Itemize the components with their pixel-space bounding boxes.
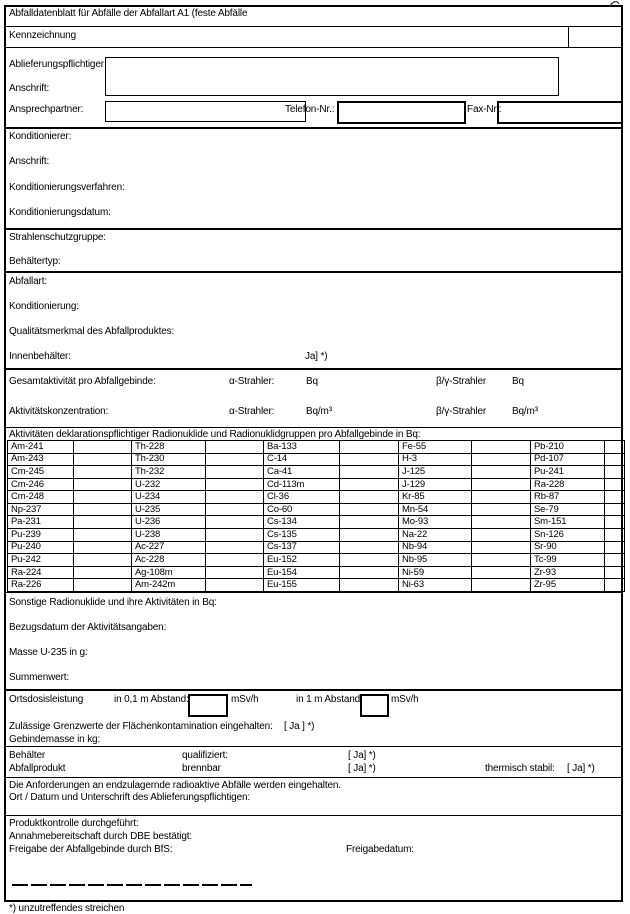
produktkontrolle-label: Produktkontrolle durchgeführt:: [9, 818, 139, 829]
page-title: Abfalldatenblatt für Abfälle der Abfallart A1 (feste Abfälle: [9, 8, 248, 19]
nuclide-activity-input[interactable]: [206, 503, 264, 516]
msvh-unit-label: mSv/h: [391, 694, 419, 705]
nuclide-label: Zr-95: [531, 579, 605, 592]
flaechenkontamination-label: Zulässige Grenzwerte der Flächenkontamination eingehalten:: [9, 721, 273, 732]
beta-gamma-strahler-label: β/γ-Strahler: [436, 406, 487, 417]
nuclide-activity-input[interactable]: [605, 579, 625, 592]
nuclide-table-row: [8, 566, 625, 579]
divider-kennzeichnung: [4, 47, 623, 48]
divider-aktivitaet: [4, 427, 623, 428]
nuclide-label: J-129: [399, 478, 472, 491]
nuclide-activity-input[interactable]: [340, 478, 399, 491]
divider-gebindemasse: [4, 746, 623, 747]
ablieferer-anschrift-label: Anschrift:: [9, 83, 50, 94]
msvh-unit-label: mSv/h: [231, 694, 259, 705]
nuclide-activity-input[interactable]: [206, 491, 264, 504]
telefon-input[interactable]: [337, 101, 466, 124]
nuclide-activity-input[interactable]: [472, 541, 531, 554]
nuclide-label: Nb-95: [399, 554, 472, 567]
nuclide-activity-input[interactable]: [206, 453, 264, 466]
alpha-strahler-label: α-Strahler:: [229, 406, 275, 417]
ablieferer-address-input[interactable]: [105, 57, 559, 96]
nuclide-activity-input[interactable]: [340, 453, 399, 466]
alpha-strahler-label: α-Strahler:: [229, 376, 275, 387]
nuclide-activity-input[interactable]: [74, 566, 132, 579]
nuclide-label: U-234: [132, 491, 206, 504]
nuclide-label: Ac-228: [132, 554, 206, 567]
nuclide-table-row: [8, 453, 625, 466]
nuclide-activity-input[interactable]: [74, 579, 132, 592]
nuclide-label: U-235: [132, 503, 206, 516]
nuclide-label: Sm-151: [531, 516, 605, 529]
divider-pruefung: [4, 777, 623, 778]
nuclide-label: Cs-134: [264, 516, 340, 529]
nuclide-table-row: [8, 579, 625, 592]
nuclide-activity-input[interactable]: [472, 503, 531, 516]
nuclide-activity-input[interactable]: [472, 579, 531, 592]
nuclide-label: Cm-246: [8, 478, 74, 491]
sonstige-radionuklide-label: Sonstige Radionuklide und ihre Aktivitäten in Bq:: [9, 597, 217, 608]
nuclide-activity-input[interactable]: [340, 566, 399, 579]
nuclide-table: [7, 440, 625, 592]
nuclide-activity-input[interactable]: [340, 503, 399, 516]
divider-sonstige: [4, 689, 623, 691]
ort-datum-unterschrift-label: Ort / Datum und Unterschrift des Ablieferungspflichtigen:: [9, 792, 251, 803]
bezugsdatum-label: Bezugsdatum der Aktivitätsangaben:: [9, 622, 167, 633]
innenbehaelter-label: Innenbehälter:: [9, 351, 71, 362]
nuclide-label: Rb-87: [531, 491, 605, 504]
nuclide-label: U-238: [132, 529, 206, 542]
nuclide-activity-input[interactable]: [206, 441, 264, 454]
nuclide-label: Ba-133: [264, 441, 340, 454]
fax-label: Fax-Nr.:: [467, 104, 502, 115]
nuclide-activity-input[interactable]: [605, 478, 625, 491]
divider-ablieferer: [4, 127, 623, 129]
konditionierungsdatum-label: Konditionierungsdatum:: [9, 207, 111, 218]
nuclide-activity-input[interactable]: [206, 466, 264, 479]
nuclide-label: Nb-94: [399, 541, 472, 554]
brennbar-ja[interactable]: [ Ja] *): [348, 763, 376, 774]
nuclide-activity-input[interactable]: [472, 453, 531, 466]
nuclide-label: Ra-224: [8, 566, 74, 579]
nuclide-activity-input[interactable]: [605, 466, 625, 479]
thermisch-stabil-label: thermisch stabil:: [485, 763, 555, 774]
nuclide-activity-input[interactable]: [472, 441, 531, 454]
qualitaetsmerkmal-label: Qualitätsmerkmal des Abfallproduktes:: [9, 326, 175, 337]
nuclide-table-row: [8, 503, 625, 516]
nuclide-activity-input[interactable]: [605, 541, 625, 554]
nuclide-label: Pu-242: [8, 554, 74, 567]
nuclide-activity-input[interactable]: [206, 529, 264, 542]
nuclide-label: Ag-108m: [132, 566, 206, 579]
nuclide-activity-input[interactable]: [605, 441, 625, 454]
konditionierer-anschrift-label: Anschrift:: [9, 156, 50, 167]
nuclide-activity-input[interactable]: [472, 491, 531, 504]
nuclide-label: J-125: [399, 466, 472, 479]
nuclide-label: Tc-99: [531, 554, 605, 567]
nuclide-activity-input[interactable]: [206, 478, 264, 491]
signature-line[interactable]: [12, 884, 252, 886]
nuclide-label: Cl-36: [264, 491, 340, 504]
nuclide-label: Sr-90: [531, 541, 605, 554]
aktivitaetskonzentration-label: Aktivitätskonzentration:: [9, 406, 109, 417]
nuclide-label: Ni-59: [399, 566, 472, 579]
nuclide-table-row: [8, 466, 625, 479]
nuclide-label: Th-232: [132, 466, 206, 479]
nuclide-activity-input[interactable]: [206, 579, 264, 592]
nuclide-activity-input[interactable]: [74, 441, 132, 454]
nuclide-label: Am-242m: [132, 579, 206, 592]
nuclide-table-row: [8, 441, 625, 454]
nuclide-activity-input[interactable]: [206, 516, 264, 529]
nuclide-activity-input[interactable]: [340, 541, 399, 554]
nuclide-activity-input[interactable]: [74, 554, 132, 567]
nuclide-label: Pb-210: [531, 441, 605, 454]
nuclide-label: Mo-93: [399, 516, 472, 529]
nuclide-label: Zr-93: [531, 566, 605, 579]
abstand-01m-label: in 0,1 m Abstand:: [114, 694, 189, 705]
abfallart-label: Abfallart:: [9, 276, 47, 287]
nuclide-label: Eu-154: [264, 566, 340, 579]
nuclide-activity-input[interactable]: [340, 579, 399, 592]
beta-gamma-strahler-label: β/γ-Strahler: [436, 376, 487, 387]
qualifiziert-ja[interactable]: [ Ja] *): [348, 750, 376, 761]
nuclide-table-row: [8, 541, 625, 554]
nuclide-table-row: [8, 554, 625, 567]
nuclide-activity-input[interactable]: [472, 478, 531, 491]
nuclide-label: Pu-239: [8, 529, 74, 542]
freigabedatum-label: Freigabedatum:: [346, 844, 414, 855]
bq-unit-label: Bq: [512, 376, 524, 387]
nuclide-activity-input[interactable]: [605, 503, 625, 516]
telefon-label: Telefon-Nr.:: [285, 104, 335, 115]
nuclide-activity-input[interactable]: [472, 566, 531, 579]
nuclide-activity-input[interactable]: [340, 554, 399, 567]
annahmebereitschaft-label: Annahmebereitschaft durch DBE bestätigt:: [9, 831, 192, 842]
nuclide-table-header: Aktivitäten deklarationspflichtiger Radionuklide und Radionuklidgruppen pro Abfallgebinde in Bq:: [9, 429, 421, 440]
summenwert-label: Summenwert:: [9, 672, 70, 683]
nuclide-label: Th-230: [132, 453, 206, 466]
nuclide-label: Cm-248: [8, 491, 74, 504]
nuclide-label: Eu-152: [264, 554, 340, 567]
anforderungen-label: Die Anforderungen an endzulagernde radioaktive Abfälle werden eingehalten.: [9, 780, 341, 791]
scan-artifact-mark: [608, 0, 622, 8]
nuclide-label: Fe-55: [399, 441, 472, 454]
bqm3-unit-label: Bq/m³: [306, 406, 332, 417]
nuclide-table-row: [8, 516, 625, 529]
divider-table-bottom: [4, 592, 623, 593]
divider-strahlenschutz: [4, 271, 623, 273]
ansprechpartner-input[interactable]: [105, 101, 306, 122]
nuclide-label: Co-60: [264, 503, 340, 516]
konditionierer-label: Konditionierer:: [9, 131, 72, 142]
ortsdosisleistung-label: Ortsdosisleistung: [9, 694, 84, 705]
nuclide-label: Ca-41: [264, 466, 340, 479]
nuclide-activity-input[interactable]: [605, 554, 625, 567]
ansprechpartner-label: Ansprechpartner:: [9, 104, 84, 115]
nuclide-label: Cs-137: [264, 541, 340, 554]
dose-1m-input[interactable]: [360, 694, 389, 717]
qualifiziert-label: qualifiziert:: [182, 750, 228, 761]
nuclide-activity-input[interactable]: [206, 566, 264, 579]
nuclide-activity-input[interactable]: [74, 491, 132, 504]
nuclide-label: Np-237: [8, 503, 74, 516]
nuclide-activity-input[interactable]: [74, 529, 132, 542]
nuclide-label: U-236: [132, 516, 206, 529]
nuclide-label: Cs-135: [264, 529, 340, 542]
nuclide-activity-input[interactable]: [605, 491, 625, 504]
divider-unterschrift: [4, 815, 623, 816]
brennbar-label: brennbar: [182, 763, 221, 774]
kennzeichnung-label: Kennzeichnung: [9, 30, 76, 41]
nuclide-label: Cm-245: [8, 466, 74, 479]
nuclide-activity-input[interactable]: [472, 529, 531, 542]
nuclide-label: Mn-54: [399, 503, 472, 516]
nuclide-label: Ni-63: [399, 579, 472, 592]
nuclide-label: U-232: [132, 478, 206, 491]
nuclide-label: Ra-226: [8, 579, 74, 592]
nuclide-label: Cd-113m: [264, 478, 340, 491]
nuclide-label: Pd-107: [531, 453, 605, 466]
nuclide-activity-input[interactable]: [605, 529, 625, 542]
divider-title: [4, 26, 623, 27]
nuclide-activity-input[interactable]: [472, 554, 531, 567]
nuclide-activity-input[interactable]: [472, 516, 531, 529]
nuclide-activity-input[interactable]: [605, 453, 625, 466]
abstand-1m-label: in 1 m Abstand:: [296, 694, 363, 705]
gebindemasse-label: Gebindemasse in kg:: [9, 734, 101, 745]
nuclide-label: C-14: [264, 453, 340, 466]
nuclide-table-row: [8, 478, 625, 491]
divider-abfall: [4, 368, 623, 370]
flaechenkontamination-ja[interactable]: [ Ja ] *): [284, 721, 315, 732]
nuclide-activity-input[interactable]: [74, 466, 132, 479]
nuclide-label: Sn-126: [531, 529, 605, 542]
nuclide-label: Ac-227: [132, 541, 206, 554]
nuclide-activity-input[interactable]: [74, 516, 132, 529]
fax-input[interactable]: [497, 101, 623, 124]
nuclide-label: Pa-231: [8, 516, 74, 529]
nuclide-label: Se-79: [531, 503, 605, 516]
nuclide-activity-input[interactable]: [206, 554, 264, 567]
konditionierung-label: Konditionierung:: [9, 301, 79, 312]
gesamtaktivitaet-label: Gesamtaktivität pro Abfallgebinde:: [9, 376, 156, 387]
nuclide-activity-input[interactable]: [74, 541, 132, 554]
konditionierungsverfahren-label: Konditionierungsverfahren:: [9, 182, 125, 193]
ablieferer-label: Ablieferungspflichtiger:: [9, 59, 107, 70]
behaeltertyp-label: Behältertyp:: [9, 256, 61, 267]
nuclide-activity-input[interactable]: [605, 566, 625, 579]
nuclide-activity-input[interactable]: [340, 529, 399, 542]
nuclide-activity-input[interactable]: [340, 491, 399, 504]
masse-u235-label: Masse U-235 in g:: [9, 647, 88, 658]
nuclide-activity-input[interactable]: [340, 441, 399, 454]
nuclide-label: Th-228: [132, 441, 206, 454]
nuclide-table-row: [8, 529, 625, 542]
freigabe-bfs-label: Freigabe der Abfallgebinde durch BfS:: [9, 844, 173, 855]
nuclide-activity-input[interactable]: [340, 466, 399, 479]
footnote: *) unzutreffendes streichen: [9, 903, 125, 914]
nuclide-label: Kr-85: [399, 491, 472, 504]
bqm3-unit-label: Bq/m³: [512, 406, 538, 417]
nuclide-label: Na-22: [399, 529, 472, 542]
nuclide-label: Ra-228: [531, 478, 605, 491]
nuclide-activity-input[interactable]: [74, 503, 132, 516]
nuclide-table-row: [8, 491, 625, 504]
nuclide-label: H-3: [399, 453, 472, 466]
kennzeichnung-code-box[interactable]: [568, 26, 569, 47]
nuclide-activity-input[interactable]: [472, 466, 531, 479]
nuclide-activity-input[interactable]: [605, 516, 625, 529]
nuclide-label: Am-243: [8, 453, 74, 466]
abfallprodukt-label: Abfallprodukt: [9, 763, 66, 774]
nuclide-activity-input[interactable]: [74, 478, 132, 491]
behaelter-label: Behälter: [9, 750, 46, 761]
nuclide-activity-input[interactable]: [74, 453, 132, 466]
nuclide-label: Pu-240: [8, 541, 74, 554]
nuclide-label: Eu-155: [264, 579, 340, 592]
nuclide-label: Pu-241: [531, 466, 605, 479]
nuclide-activity-input[interactable]: [340, 516, 399, 529]
bq-unit-label: Bq: [306, 376, 318, 387]
thermisch-stabil-ja[interactable]: [ Ja] *): [567, 763, 595, 774]
divider-konditionierer: [4, 228, 623, 230]
innenbehaelter-value[interactable]: Ja] *): [305, 351, 328, 362]
nuclide-label: Am-241: [8, 441, 74, 454]
strahlenschutzgruppe-label: Strahlenschutzgruppe:: [9, 232, 106, 243]
dose-01m-input[interactable]: [188, 694, 228, 717]
nuclide-activity-input[interactable]: [206, 541, 264, 554]
